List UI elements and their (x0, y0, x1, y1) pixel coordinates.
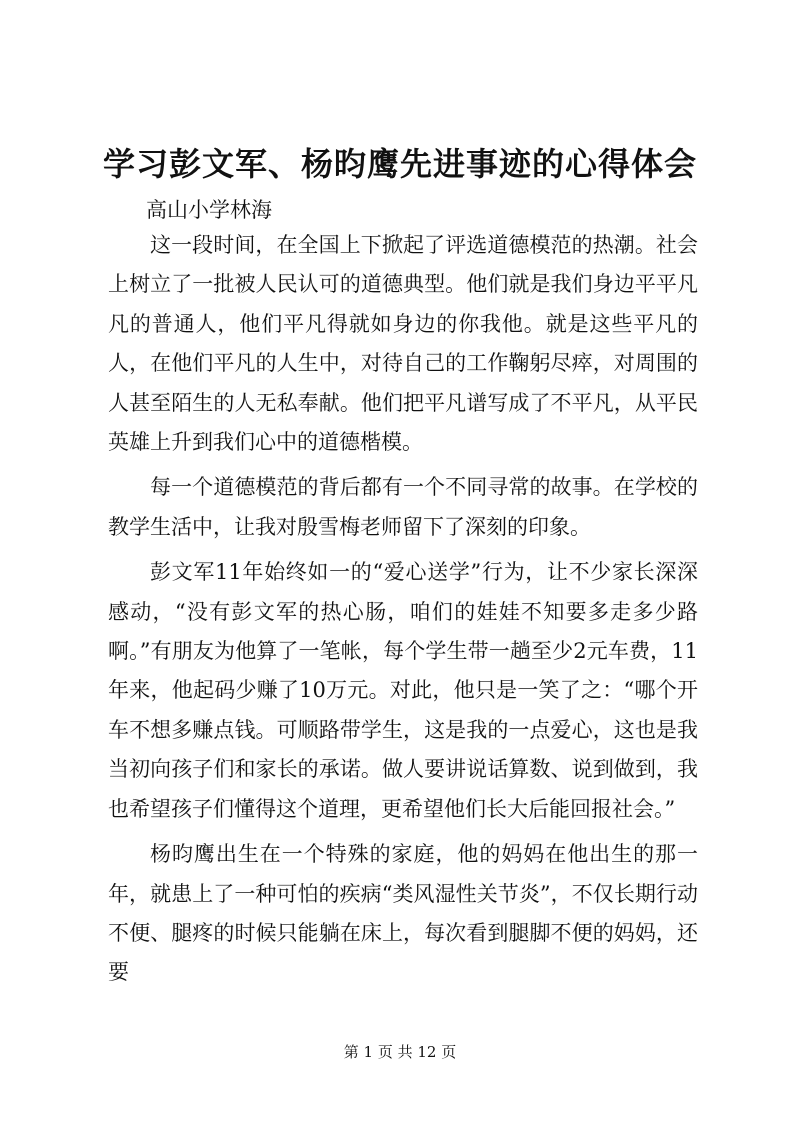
page-number-footer: 第 1 页 共 12 页 (343, 1043, 457, 1061)
document-body (108, 226, 698, 993)
paragraph: 每一个道德模范的背后都有一个不同寻常的故事。在学校的教学生活中，让我对殷雪梅老师留下了深刻的印象。 (108, 475, 698, 539)
document-title: 学习彭文军、杨昀鹰先进事迹的心得体会 (102, 145, 697, 183)
paragraph: 这一段时间，在全国上下掀起了评选道德模范的热潮。社会上树立了一批被人民认可的道德典型。他们就是我们身边平平凡凡的普通人，他们平凡得就如身边的你我他。就是这些平凡的人，在他们平凡的人生中，对待自己的工作鞠躬尽瘁，对周围的人甚至陌生的人无私奉献。他们把平凡谱写成了不平凡，从平民英雄上升到我们心中的道德楷模。 (108, 233, 698, 455)
paragraph: 彭文军11年始终如一的“爱心送学”行为，让不少家长深深感动，“没有彭文军的热心肠，咱们的娃娃不知要多走多少路啊。”有朋友为他算了一笔帐，每个学生带一趟至少2元车费，11年来，他起码少赚了10万元。对此，他只是一笑了之：“哪个开车不想多赚点钱。可顺路带学生，这是我的一点爱心，这也是我当初向孩子们和家长的承诺。做人要讲说话算数、说到做到，我也希望孩子们懂得这个道理，更希望他们长大后能回报社会。” (108, 560, 698, 821)
author-line: 高山小学林海 (146, 198, 272, 222)
paragraph: 杨昀鹰出生在一个特殊的家庭，他的妈妈在他出生的那一年，就患上了一种可怕的疾病“类风湿性关节炎”，不仅长期行动不便、腿疼的时候只能躺在床上，每次看到腿脚不便的妈妈，还要 (108, 842, 698, 985)
